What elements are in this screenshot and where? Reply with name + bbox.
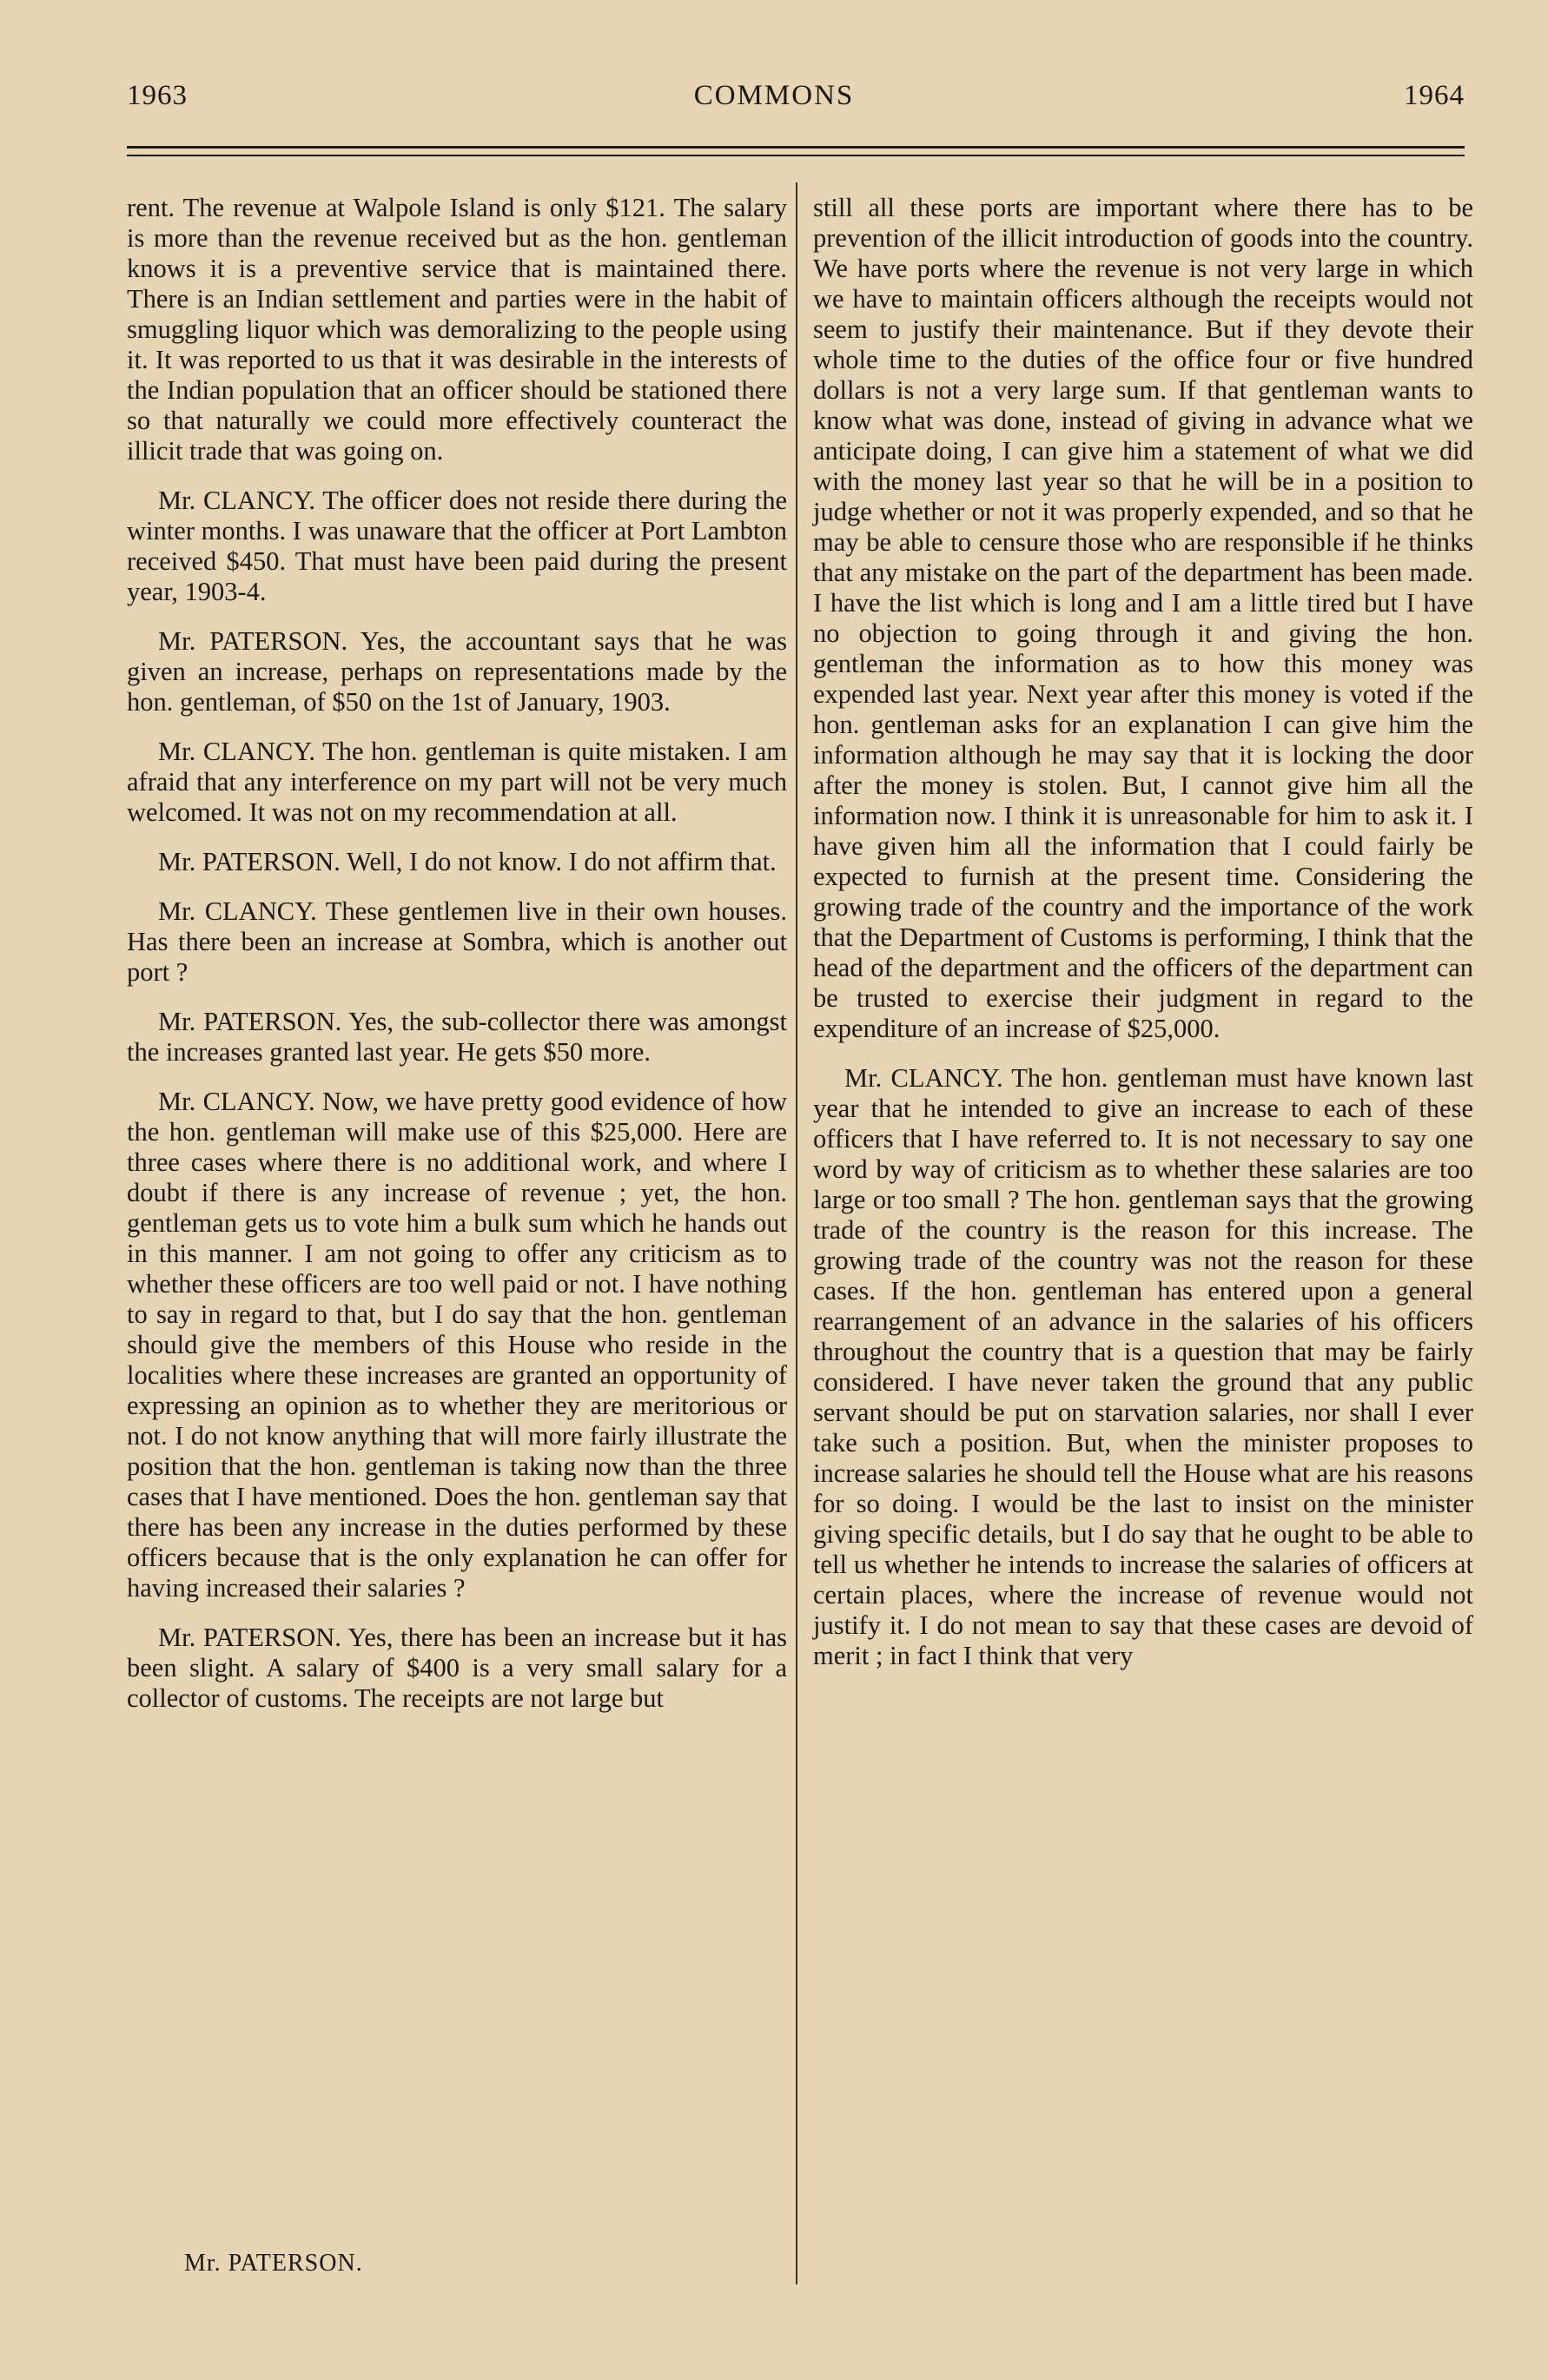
paragraph: Mr. PATERSON. Well, I do not know. I do not affirm that. <box>158 847 777 876</box>
page-number-left: 1963 <box>127 80 188 111</box>
footer-speaker: Mr. PATERSON. <box>184 2250 363 2277</box>
header-rule-top <box>127 146 1465 149</box>
column-divider <box>796 182 797 2284</box>
paragraph: still all these ports are important where there has to be prevention of the illicit introduction of goods into the country. We have ports where the revenue is not very large in which we have to maintain officers although the receipts would not seem to justify their maintenance. But if they devote their whole time to the duties of the office four or five hundred dollars is not a very large sum. If that gentleman wants to know what was done, instead of giving in advance what we anticipate doing, I can give him a statement of what we did with the money last year so that he will be in a position to judge whether or not it was properly expended, and so that he may be able to censure those who are responsible if he thinks that any mistake on the part of the department has been made. I have the list which is long and I am a little tired but I have no objection to going through it and giving the hon. gentleman the information as to how this money was expended last year. Next year after this money is voted if the hon. gentleman asks for an explanation I can give him the information although he may say that it is locking the door after the money is stolen. But, I cannot give him all the information now. I think it is unreasonable for him to ask it. I have given him all the information that I could fairly be expected to furnish at the present time. Considering the growing trade of the country and the importance of the work that the Department of Customs is performing, I think that the head of the department and the officers of the department can be trusted to exercise their judgment in regard to the expenditure of an increase of $25,000. <box>813 193 1473 1043</box>
paragraph: Mr. CLANCY. The officer does not reside there during the winter months. I was unaware that the officer at Port Lambton received $450. That must have been paid during the present year, 1903-4. <box>127 486 787 606</box>
paragraph: Mr. CLANCY. Now, we have pretty good evidence of how the hon. gentleman will make use of this $25,000. Here are three cases where there is no additional work, and where I doubt if there is any increase of revenue ; yet, the hon. gentleman gets us to vote him a bulk sum which he hands out in this manner. I am not going to offer any criticism as to whether these officers are too well paid or not. I have nothing to say in regard to that, but I do say that the hon. gentleman should give the members of this House who reside in the localities where these increases are granted an opportunity of expressing an opinion as to whether they are meritorious or not. I do not know anything that will more fairly illustrate the position that the hon. gentleman is taking now than the three cases that I have mentioned. Does the hon. gentleman say that there has been any increase in the duties performed by these officers because that is the only explanation he can offer for having increased their salaries ? <box>127 1087 787 1603</box>
paragraph: Mr. PATERSON. Yes, the accountant says that he was given an increase, perhaps on representations made by the hon. gentleman, of $50 on the 1st of January, 1903. <box>127 626 787 717</box>
page-number-right: 1964 <box>1404 80 1465 111</box>
paragraph: Mr. CLANCY. These gentlemen live in their own houses. Has there been an increase at Sombra, which is another out port ? <box>127 896 787 987</box>
header-rule-bottom <box>127 155 1465 156</box>
paragraph: Mr. CLANCY. The hon. gentleman must have known last year that he intended to give an increase to each of these officers that I have referred to. It is not necessary to say one word by way of criticism as to whether these salaries are too large or too small ? The hon. gentleman says that the growing trade of the country is the reason for this increase. The growing trade of the country was not the reason for these cases. If the hon. gentleman has entered upon a general rearrangement of an advance in the salaries of his officers throughout the country that is a question that may be fairly considered. I have never taken the ground that any public servant should be put on starvation salaries, nor shall I ever take such a position. But, when the minister proposes to increase salaries he should tell the House what are his reasons for so doing. I would be the last to insist on the minister giving specific details, but I do say that he ought to be able to tell us whether he intends to increase the salaries of officers at certain places, where the increase of revenue would not justify it. I do not mean to say that these cases are devoid of merit ; in fact I think that very <box>813 1063 1473 1670</box>
paragraph: Mr. PATERSON. Yes, the sub-collector there was amongst the increases granted last year. He gets $50 more. <box>127 1007 787 1067</box>
paragraph: Mr. PATERSON. Yes, there has been an increase but it has been slight. A salary of $400 is a very small salary for a collector of customs. The receipts are not large but <box>127 1623 787 1713</box>
paragraph: Mr. CLANCY. The hon. gentleman is quite mistaken. I am afraid that any interference on my part will not be very much welcomed. It was not on my recommendation at all. <box>127 737 787 827</box>
right-column <box>813 193 1473 1690</box>
left-column <box>127 193 787 1733</box>
paragraph: rent. The revenue at Walpole Island is only $121. The salary is more than the revenue received but as the hon. gentleman knows it is a preventive service that is maintained there. There is an Indian settlement and parties were in the habit of smuggling liquor which was demoralizing to the people using it. It was reported to us that it was desirable in the interests of the Indian population that an officer should be stationed there so that naturally we could more effectively counteract the illicit trade that was going on. <box>127 193 787 466</box>
running-head: COMMONS <box>693 80 855 111</box>
